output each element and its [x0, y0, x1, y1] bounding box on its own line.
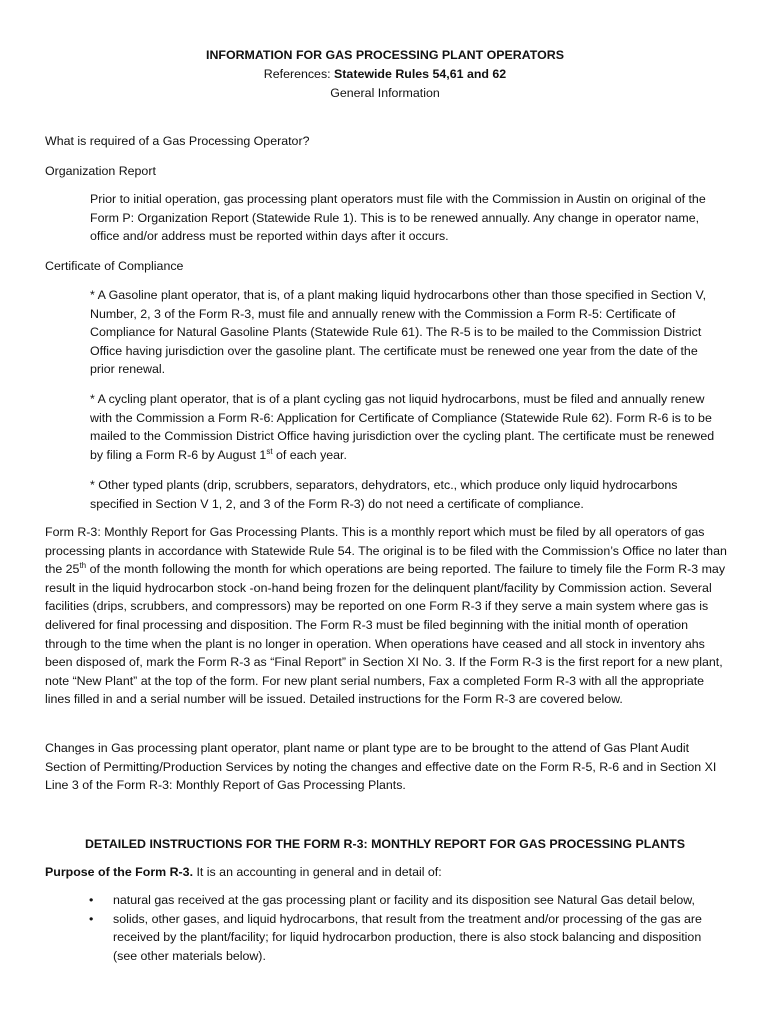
- purpose-line: [45, 863, 735, 882]
- changes-paragraph: Changes in Gas processing plant operator, plant name or plant type are to be brought to the attend of Gas Plant Audit Section of Permitting/Production Services by noting the changes and effective date on the Form R-5, R-6 and in Section XI Line 3 of the Form R-3: Monthly Report of Gas Processing Plants.: [45, 741, 717, 793]
- cycling-superscript: st: [266, 446, 273, 456]
- other-plants-paragraph: * Other typed plants (drip, scrubbers, separators, dehydrators, etc., which produce only liquid hydrocarbons specified in Section V 1, 2, and 3 of the Form R-3) do not need a certificate of compliance.: [90, 478, 678, 511]
- list-item-text: natural gas received at the gas processing plant or facility and its disposition see Natural Gas detail below,: [113, 893, 695, 907]
- purpose-bullet-list: [88, 891, 728, 965]
- purpose-text: It is an accounting in general and in detail of:: [193, 865, 442, 879]
- form-r3-text-start: Form R-3: Monthly Report for Gas Processing Plants. This is a monthly report which must be filed by all operators of gas processing plants in accordance with Statewide Rule 54. The original is to be filed with the Commission’s Office no later than the 25: [45, 525, 727, 577]
- form-r3-paragraph: [45, 523, 730, 709]
- certificate-of-compliance-heading: Certificate of Compliance: [45, 259, 184, 273]
- detailed-instructions-title: DETAILED INSTRUCTIONS FOR THE FORM R-3: MONTHLY REPORT FOR GAS PROCESSING PLANTS: [84, 837, 686, 851]
- purpose-label: Purpose of the Form R-3.: [45, 865, 194, 879]
- cycling-plant-paragraph: [90, 390, 725, 464]
- general-information-heading: General Information: [330, 86, 440, 100]
- document-title: INFORMATION FOR GAS PROCESSING PLANT OPERATORS: [206, 48, 564, 62]
- references-prefix: References:: [263, 67, 335, 81]
- form-r3-superscript: th: [79, 561, 87, 571]
- form-r3-text-end: of the month following the month for which operations are being reported. The failure to timely file the Form R-3 may result in the liquid hydrocarbon stock -on-hand being frozen for the delinquent plant/facility by Commission action. Several facilities (drips, scrubbers, and compressors) may be reported on one Form R-3 if they serve a main system where gas is delivered for final processing and disposition. The Form R-3 must be filed beginning with the initial month of operation through to the time when the plant is no longer in operation. When operations have ceased and all stock in inventory ahs been disposed of, mark the Form R-3 as “Final Report” in Section XI No. 3. If the Form R-3 is the first report for a new plant, note “New Plant” at the top of the form. For new plant serial numbers, Fax a completed Form R-3 with all the appropriate lines filled in and a serial number will be issued. Detailed instructions for the Form R-3 are covered below.: [45, 562, 726, 707]
- cycling-text-end: of each year.: [272, 447, 347, 462]
- bullet-icon: •: [89, 893, 94, 907]
- list-item-text: solids, other gases, and liquid hydrocarbons, that result from the treatment and/or processing of the gas are received by the plant/facility; for liquid hydrocarbon production, there is also stock balancing and disposition (see other materials below).: [113, 911, 702, 963]
- question-heading: What is required of a Gas Processing Operator?: [45, 134, 310, 148]
- references-rules: Statewide Rules 54,61 and 62: [334, 67, 507, 81]
- organization-report-heading: Organization Report: [45, 164, 156, 178]
- list-item: [88, 910, 728, 966]
- organization-report-paragraph: Prior to initial operation, gas processing plant operators must file with the Commission in Austin on original of the Form P: Organization Report (Statewide Rule 1). This is to be renewed annually. Any change in operator name, office and/or address must be reported within days after it occurs.: [90, 192, 706, 244]
- bullet-icon: •: [89, 911, 94, 926]
- gasoline-plant-paragraph: * A Gasoline plant operator, that is, of a plant making liquid hydrocarbons other than those specified in Section V, Number, 2, 3 of the Form R-3, must file and annually renew with the Commission a Form R-5: Certificate of Compliance for Natural Gasoline Plants (Statewide Rule 61). The R-5 is to be mailed to the Commission District Office having jurisdiction over the gasoline plant. The certificate must be renewed one year from the date of the prior renewal.: [90, 288, 707, 377]
- list-item: [88, 891, 728, 910]
- cycling-text-start: * A cycling plant operator, that is of a plant cycling gas not liquid hydrocarbons, must be filed and annually renew with the Commission a Form R-6: Application for Certificate of Compliance (Statewide Rule 62). Form R-6 is to be mailed to the Commission District Office having jurisdiction over the cycling plant. The certificate must be renewed by filing a Form R-6 by August 1: [90, 392, 715, 462]
- references-line: [0, 67, 770, 81]
